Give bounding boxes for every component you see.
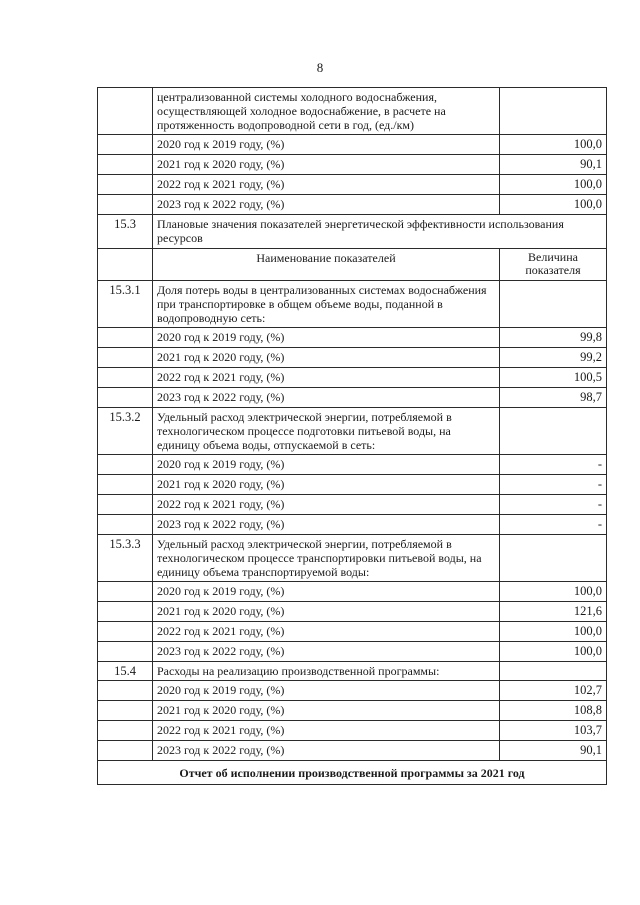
table-row [98, 622, 607, 642]
row-number-cell [98, 135, 153, 155]
row-number-cell [98, 249, 153, 281]
row-value-cell: 100,0 [500, 642, 607, 662]
row-number-cell [98, 88, 153, 135]
row-value-cell [500, 408, 607, 455]
row-value-cell: 99,8 [500, 328, 607, 348]
row-value-cell: - [500, 475, 607, 495]
row-value-cell: 90,1 [500, 741, 607, 761]
row-number-cell [98, 515, 153, 535]
row-number-cell [98, 622, 153, 642]
row-label-cell: Удельный расход электрической энергии, потребляемой в технологическом процессе транспортировки питьевой воды, на единицу объема транспортируемой воды: [153, 535, 500, 582]
row-value-cell: 108,8 [500, 701, 607, 721]
table-row [98, 455, 607, 475]
row-number-cell [98, 455, 153, 475]
row-value-cell: - [500, 515, 607, 535]
row-value-cell [500, 88, 607, 135]
column-header-value: Величина показателя [500, 249, 607, 281]
row-value-cell: - [500, 495, 607, 515]
table-row [98, 721, 607, 741]
row-number-cell [98, 495, 153, 515]
row-number-cell: 15.3.3 [98, 535, 153, 582]
table-row [98, 741, 607, 761]
row-number-cell [98, 388, 153, 408]
row-number-cell [98, 475, 153, 495]
row-label-cell: 2023 год к 2022 году, (%) [153, 195, 500, 215]
row-value-cell [500, 281, 607, 328]
table-row [98, 281, 607, 328]
row-value-cell: 102,7 [500, 681, 607, 701]
table-row [98, 602, 607, 622]
row-label-cell: 2023 год к 2022 году, (%) [153, 388, 500, 408]
row-label-cell: 2023 год к 2022 году, (%) [153, 741, 500, 761]
row-label-cell: 2020 год к 2019 году, (%) [153, 455, 500, 475]
row-number-cell [98, 348, 153, 368]
row-value-cell: 103,7 [500, 721, 607, 741]
row-value-cell: - [500, 455, 607, 475]
page-number: 8 [316, 60, 324, 75]
row-label-cell: Расходы на реализацию производственной программы: [153, 662, 500, 681]
table-row [98, 475, 607, 495]
table-row [98, 495, 607, 515]
table-row [98, 195, 607, 215]
row-value-cell: 121,6 [500, 602, 607, 622]
table-row [98, 642, 607, 662]
row-value-cell: 100,0 [500, 622, 607, 642]
table-row [98, 175, 607, 195]
row-number-cell [98, 582, 153, 602]
row-label-cell: 2023 год к 2022 году, (%) [153, 642, 500, 662]
row-label-cell: 2020 год к 2019 году, (%) [153, 135, 500, 155]
row-number-cell [98, 328, 153, 348]
row-number-cell: 15.3.1 [98, 281, 153, 328]
row-number-cell [98, 195, 153, 215]
indicators-table-body [98, 88, 607, 785]
table-row [98, 348, 607, 368]
row-number-cell [98, 602, 153, 622]
row-label-cell: 2021 год к 2020 году, (%) [153, 701, 500, 721]
report-title-row [98, 761, 607, 785]
table-row [98, 535, 607, 582]
row-number-cell [98, 642, 153, 662]
row-number-cell [98, 368, 153, 388]
row-value-cell: 100,5 [500, 368, 607, 388]
row-number-cell [98, 721, 153, 741]
table-row [98, 681, 607, 701]
row-label-cell: 2022 год к 2021 году, (%) [153, 495, 500, 515]
row-number-cell [98, 741, 153, 761]
row-label-cell: 2022 год к 2021 году, (%) [153, 368, 500, 388]
row-label-cell: 2022 год к 2021 году, (%) [153, 622, 500, 642]
row-label-cell: 2021 год к 2020 году, (%) [153, 602, 500, 622]
row-number-cell: 15.3 [98, 215, 153, 249]
row-value-cell: 98,7 [500, 388, 607, 408]
indicators-table [97, 87, 607, 785]
row-label-cell: 2021 год к 2020 году, (%) [153, 475, 500, 495]
row-number-cell [98, 155, 153, 175]
row-value-cell: 99,2 [500, 348, 607, 368]
row-label-cell: 2020 год к 2019 году, (%) [153, 328, 500, 348]
row-number-cell [98, 701, 153, 721]
row-value-cell: 100,0 [500, 195, 607, 215]
table-row [98, 135, 607, 155]
row-label-cell: 2021 год к 2020 году, (%) [153, 155, 500, 175]
table-row [98, 368, 607, 388]
row-number-cell [98, 175, 153, 195]
table-row [98, 701, 607, 721]
row-label-cell: Доля потерь воды в централизованных системах водоснабжения при транспортировке в общем объеме воды, поданной в водопроводную сеть: [153, 281, 500, 328]
table-row [98, 662, 607, 681]
report-title: Отчет об исполнении производственной программы за 2021 год [98, 761, 607, 785]
row-label-cell: 2020 год к 2019 году, (%) [153, 582, 500, 602]
row-value-cell [500, 662, 607, 681]
row-number-cell: 15.3.2 [98, 408, 153, 455]
row-value-cell [500, 535, 607, 582]
row-label-cell: 2020 год к 2019 году, (%) [153, 681, 500, 701]
table-row [98, 388, 607, 408]
row-number-cell [98, 681, 153, 701]
table-row [98, 328, 607, 348]
row-value-cell: 100,0 [500, 135, 607, 155]
row-label-cell: 2022 год к 2021 году, (%) [153, 175, 500, 195]
table-row [98, 408, 607, 455]
row-value-cell: 90,1 [500, 155, 607, 175]
row-label-cell: Удельный расход электрической энергии, потребляемой в технологическом процессе подготовки питьевой воды, на единицу объема воды, отпускаемой в сеть: [153, 408, 500, 455]
table-row [98, 88, 607, 135]
table-row [98, 249, 607, 281]
table-row [98, 515, 607, 535]
table-row [98, 155, 607, 175]
column-header-name: Наименование показателей [153, 249, 500, 281]
row-label-cell: 2022 год к 2021 году, (%) [153, 721, 500, 741]
row-value-cell: 100,0 [500, 582, 607, 602]
row-value-cell: 100,0 [500, 175, 607, 195]
table-row [98, 215, 607, 249]
row-number-cell: 15.4 [98, 662, 153, 681]
table-row [98, 582, 607, 602]
row-label-cell: 2023 год к 2022 году, (%) [153, 515, 500, 535]
row-label-cell: Плановые значения показателей энергетической эффективности использования ресурсов [153, 215, 607, 249]
row-label-cell: 2021 год к 2020 году, (%) [153, 348, 500, 368]
row-label-cell: централизованной системы холодного водоснабжения, осуществляющей холодное водоснабжение, в расчете на протяженность водопроводной сети в год, (ед./км) [153, 88, 500, 135]
